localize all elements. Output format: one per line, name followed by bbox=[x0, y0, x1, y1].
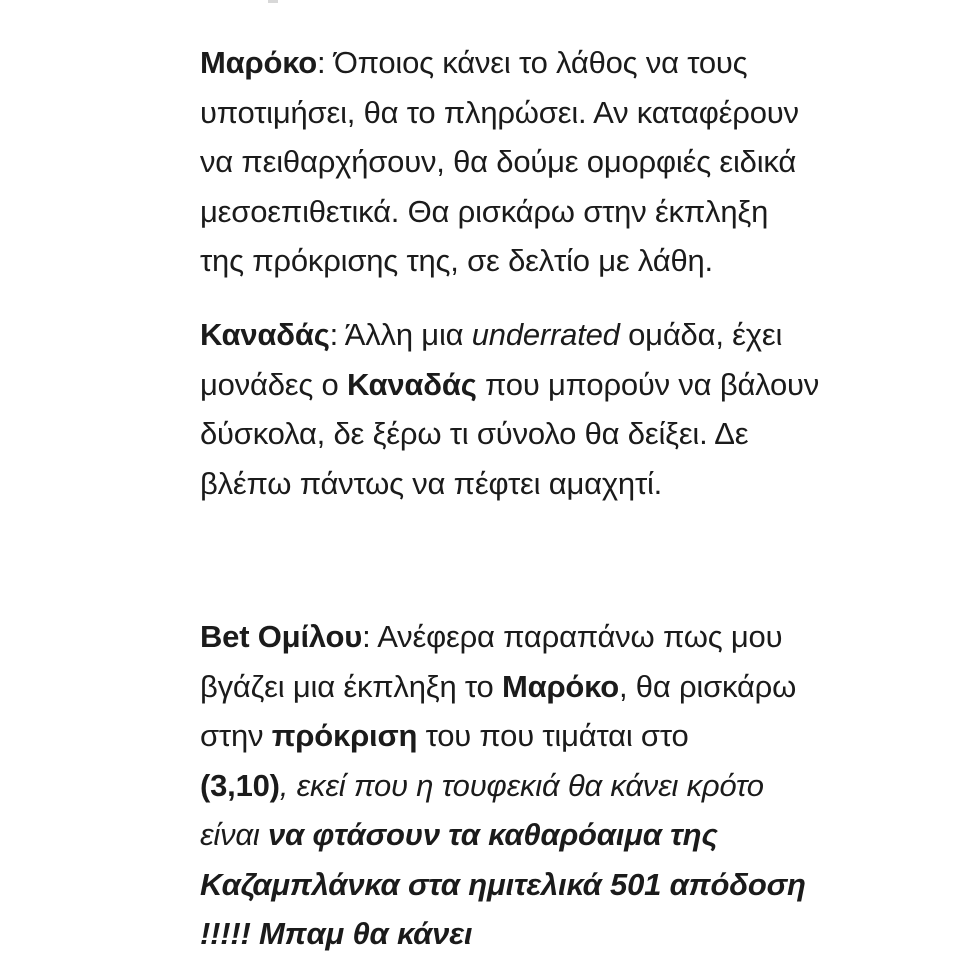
top-edge-mark bbox=[268, 0, 278, 3]
bet-line-2 bbox=[200, 662, 820, 712]
bet-line-1 bbox=[200, 612, 820, 662]
canada-line-1 bbox=[200, 310, 820, 360]
morocco-line-1 bbox=[200, 38, 820, 88]
canada-label: Καναδάς bbox=[200, 317, 330, 352]
bet-l2-post: , θα ρισκάρω bbox=[618, 668, 797, 704]
canada-l2-bold: Καναδάς bbox=[347, 366, 477, 402]
bet-l5-italic: είναι bbox=[200, 817, 268, 852]
morocco-label: Μαρόκο bbox=[200, 45, 317, 80]
bet-line-4 bbox=[200, 761, 820, 811]
bet-odds: (3,10) bbox=[200, 767, 280, 803]
paragraph-group-bet bbox=[200, 612, 820, 959]
bet-l2-pre: βγάζει μια έκπληξη το bbox=[200, 668, 502, 704]
canada-separator: : bbox=[329, 317, 345, 352]
bet-l3-pre: στην bbox=[200, 718, 272, 753]
bet-l1: Ανέφερα παραπάνω πως μου bbox=[377, 619, 783, 654]
canada-l2-pre: μονάδες ο bbox=[200, 366, 348, 402]
morocco-separator: : bbox=[317, 45, 334, 80]
canada-line-3: δύσκολα, δε ξέρω τι σύνολο θα δείξει. Δε bbox=[200, 416, 749, 451]
paragraph-canada bbox=[200, 310, 820, 508]
bet-l3-post: του που τιμάται στο bbox=[417, 718, 689, 753]
bet-separator: : bbox=[362, 619, 378, 654]
morocco-line-5: της πρόκρισης της, σε δελτίο με λάθη. bbox=[200, 243, 713, 278]
canada-l2-post: που μπορούν να βάλουν bbox=[476, 366, 820, 402]
bet-line-5 bbox=[200, 810, 820, 860]
canada-line-2 bbox=[200, 360, 820, 410]
morocco-line-2: υποτιμήσει, θα το πληρώσει. Αν καταφέρουν bbox=[200, 94, 799, 130]
bet-line-6: Καζαμπλάνκα στα ημιτελικά 501 απόδοση bbox=[200, 866, 806, 902]
bet-l3-bold: πρόκριση bbox=[271, 718, 418, 753]
bet-line-7: !!!!! Μπαμ θα κάνει bbox=[200, 916, 473, 951]
canada-line-4: βλέπω πάντως να πέφτει αμαχητί. bbox=[200, 465, 663, 501]
morocco-line-3: να πειθαρχήσουν, θα δούμε ομορφιές ειδικά bbox=[200, 144, 797, 179]
bet-l2-bold: Μαρόκο bbox=[501, 668, 619, 704]
canada-l1-pre: Άλλη μια bbox=[344, 317, 472, 352]
morocco-line-4: μεσοεπιθετικά. Θα ρισκάρω στην έκπληξη bbox=[200, 193, 769, 229]
bet-label: Bet Ομίλου bbox=[200, 619, 363, 654]
bet-l4-italic: , εκεί που η τουφεκιά θα κάνει κρότο bbox=[279, 767, 764, 803]
canada-l1-post: ομάδα, έχει bbox=[619, 317, 783, 352]
canada-l1-italic: underrated bbox=[471, 317, 620, 352]
bet-line-3 bbox=[200, 711, 820, 761]
morocco-text-1: Όποιος κάνει το λάθος να τους bbox=[333, 45, 748, 80]
bet-l5-bolditalic: να φτάσουν τα καθαρόαιμα της bbox=[268, 817, 718, 852]
paragraph-morocco bbox=[200, 38, 820, 286]
